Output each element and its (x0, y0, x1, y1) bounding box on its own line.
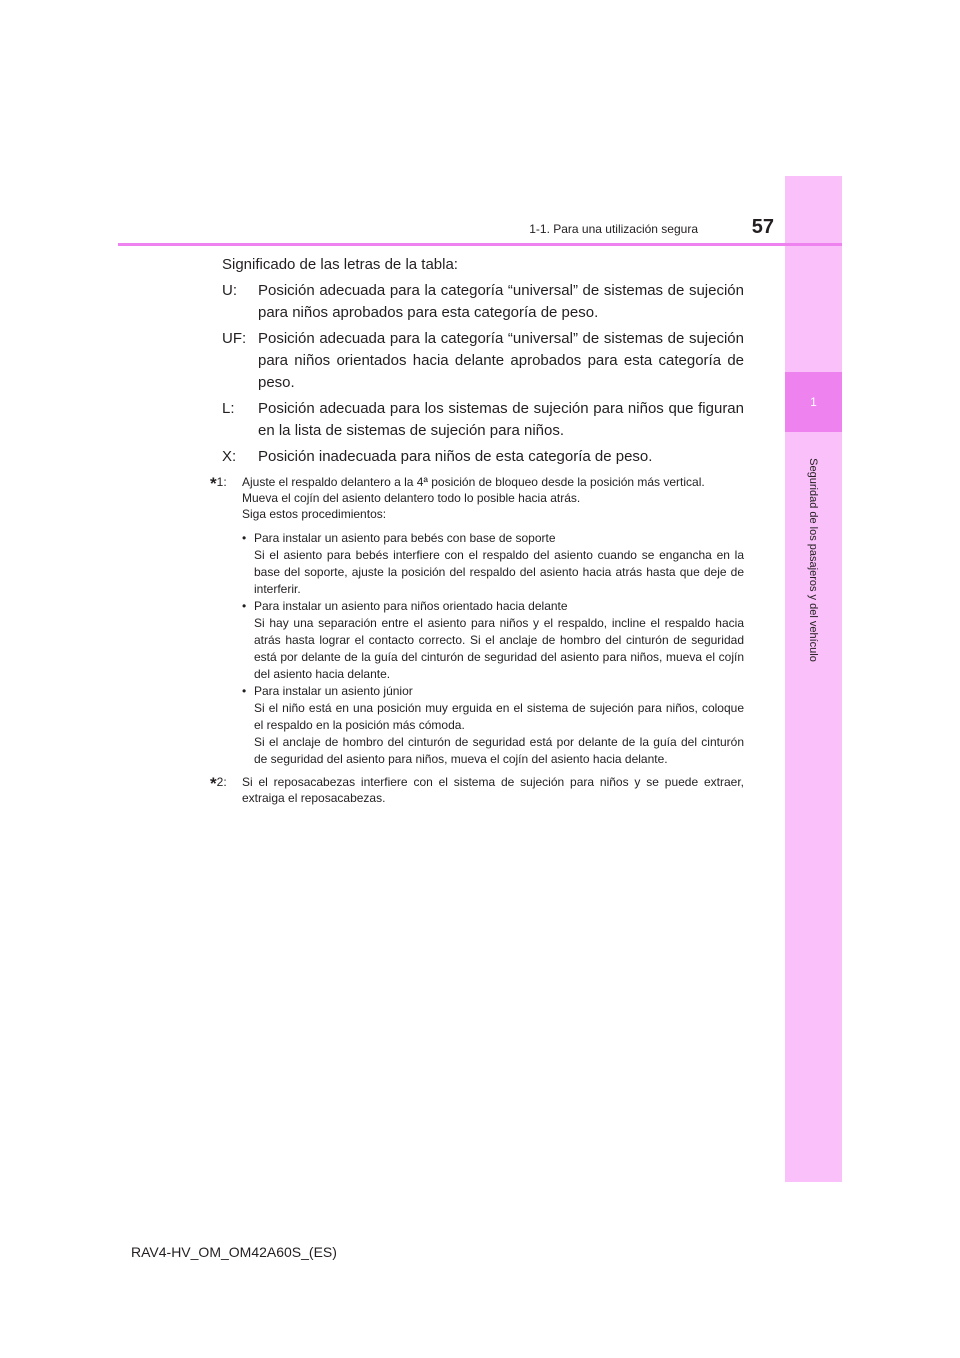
footnote-number: 1 (216, 475, 224, 489)
section-title: 1-1. Para una utilización segura (529, 222, 698, 236)
definition-list (210, 280, 744, 468)
chapter-title: Seguridad de los pasajeros y del vehículo (807, 458, 819, 662)
footnote-number: 2 (216, 775, 224, 789)
footnote-body (242, 474, 744, 768)
list-item (242, 598, 744, 683)
footnote-line: Mueva el cojín del asiento delantero todo lo posible hacia atrás. (242, 491, 581, 505)
definition-term: UF: (222, 330, 247, 347)
header-divider (118, 243, 842, 246)
bullet-icon: • (242, 684, 247, 698)
page-content (210, 254, 744, 806)
definition-term: U: (222, 282, 237, 299)
side-tab (785, 176, 842, 1182)
document-code: RAV4-HV_OM_OM42A60S_(ES) (131, 1244, 337, 1260)
definition-item (210, 328, 744, 394)
asterisk-icon: * (210, 774, 217, 793)
page-number: 57 (751, 216, 774, 238)
definition-term: X: (222, 448, 237, 465)
footnote-marker (210, 474, 242, 768)
procedure-text: Si el anclaje de hombro del cinturón de seguridad está por delante de la guía del cinturón de seguridad del asiento para niños, mueva el cojín del asiento hacia delante. (254, 735, 744, 766)
procedure-title: Para instalar un asiento júnior (254, 684, 413, 698)
procedure-text: Si el asiento para bebés interfiere con el respaldo del asiento cuando se engancha en la base del soporte, ajuste la posición del respaldo del asiento hacia atrás hasta que deje de interferir. (254, 548, 744, 596)
definition-text: Posición adecuada para la categoría “universal” de sistemas de sujeción para niños orientados hacia delante aprobados para esta categoría de peso. (258, 330, 744, 391)
definition-item (210, 446, 744, 468)
definition-text: Posición adecuada para la categoría “universal” de sistemas de sujeción para niños aprobados para esta categoría de peso. (258, 282, 744, 321)
procedure-title: Para instalar un asiento para bebés con base de soporte (254, 531, 556, 545)
procedure-text: Si hay una separación entre el asiento para niños y el respaldo, incline el respaldo hacia atrás hasta lograr el contacto correcto. Si el anclaje de hombro del cinturón de seguridad está por delante de la guía del cinturón de seguridad del asiento para niños, mueva el cojín del asiento hacia delante. (254, 616, 744, 681)
procedure-text: Si el niño está en una posición muy erguida en el sistema de sujeción para niños, coloque el respaldo en la posición más cómoda. (254, 701, 744, 732)
footnote-marker (210, 774, 242, 806)
definition-text: Posición inadecuada para niños de esta categoría de peso. (258, 448, 653, 465)
definition-term: L: (222, 400, 235, 417)
definition-item (210, 280, 744, 324)
footnote-1 (210, 474, 744, 768)
bullet-icon: • (242, 531, 247, 545)
footnote-line: Siga estos procedimientos: (242, 507, 387, 521)
footnote-line: Si el reposacabezas interfiere con el sistema de sujeción para niños y se puede extraer, extraiga el reposacabezas. (242, 775, 744, 805)
definition-text: Posición adecuada para los sistemas de sujeción para niños que figuran en la lista de sistemas de sujeción para niños. (258, 400, 744, 439)
list-item (242, 683, 744, 768)
footnote-colon: : (223, 775, 227, 789)
bullet-icon: • (242, 599, 247, 613)
procedure-list (242, 530, 744, 768)
footnote-line: Ajuste el respaldo delantero a la 4ª posición de bloqueo desde la posición más vertical. (242, 475, 705, 489)
intro-text: Significado de las letras de la tabla: (222, 256, 458, 273)
footnote-colon: : (223, 475, 227, 489)
chapter-number-tab: 1 (785, 372, 842, 432)
list-item (242, 530, 744, 598)
footnote-2 (210, 774, 744, 806)
definition-item (210, 398, 744, 442)
footnote-body (242, 774, 744, 806)
asterisk-icon: * (210, 474, 217, 493)
procedure-title: Para instalar un asiento para niños orientado hacia delante (254, 599, 568, 613)
